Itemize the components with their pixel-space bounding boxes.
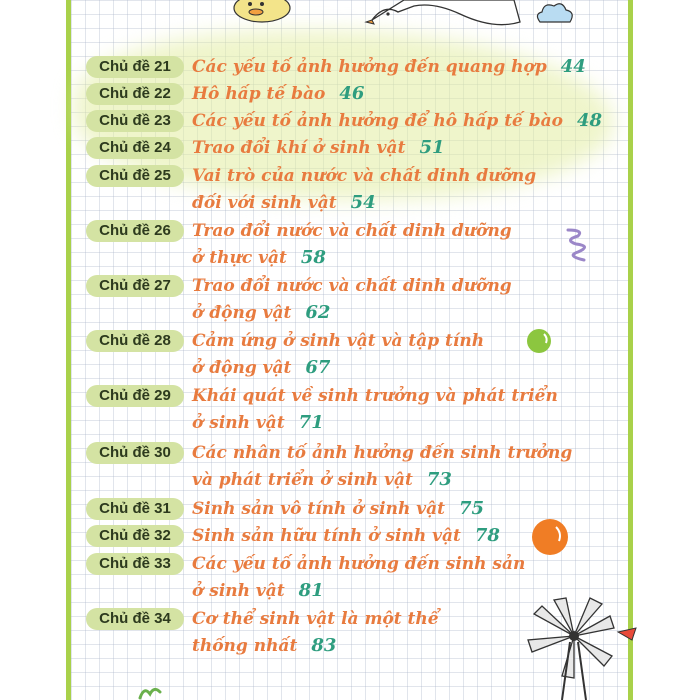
topic-title-text: Trao đổi nước và chất dinh dưỡng	[192, 276, 512, 296]
toc-entry[interactable]	[86, 163, 620, 189]
topic-title	[192, 633, 336, 659]
topic-title-text: Các nhân tố ảnh hưởng đến sinh trưởng	[192, 443, 573, 463]
topic-title	[192, 135, 445, 161]
topic-title	[192, 383, 558, 409]
topic-title	[192, 496, 484, 522]
toc-entry[interactable]	[86, 300, 620, 326]
duck-icon	[232, 0, 300, 26]
toc-entry[interactable]	[86, 81, 620, 107]
page-number: 67	[305, 357, 331, 378]
topic-title	[192, 355, 330, 381]
page-number: 48	[577, 110, 603, 131]
topic-number-chip: Chủ đề 32	[86, 525, 184, 547]
topic-title	[192, 273, 512, 299]
toc-entry[interactable]	[86, 523, 620, 549]
toc-entry[interactable]	[86, 551, 620, 577]
toc-entry[interactable]	[86, 135, 620, 161]
toc-entry[interactable]	[86, 273, 620, 299]
topic-title-text: Khái quát về sinh trưởng và phát triển	[192, 386, 558, 406]
page-number: 75	[459, 498, 485, 519]
toc-entry[interactable]	[86, 410, 620, 436]
toc-entry[interactable]	[86, 496, 620, 522]
sprout-icon	[138, 684, 162, 700]
page-number: 46	[339, 83, 365, 104]
topic-title-text: thống nhất	[192, 636, 298, 656]
topic-title	[192, 54, 586, 80]
topic-title	[192, 163, 536, 189]
toc-entry[interactable]	[86, 606, 620, 632]
toc-entry[interactable]	[86, 245, 620, 271]
page-number: 54	[350, 192, 376, 213]
topic-title	[192, 578, 324, 604]
page-number: 78	[474, 525, 500, 546]
toc-entry[interactable]	[86, 108, 620, 134]
toc-entry[interactable]	[86, 218, 620, 244]
topic-number-chip: Chủ đề 29	[86, 385, 184, 407]
topic-title-text: ở động vật	[192, 303, 292, 323]
topic-title	[192, 300, 330, 326]
toc-entry[interactable]	[86, 355, 620, 381]
topic-number-chip: Chủ đề 25	[86, 165, 184, 187]
topic-title	[192, 245, 326, 271]
topic-title-text: Trao đổi nước và chất dinh dưỡng	[192, 221, 512, 241]
topic-number-chip: Chủ đề 27	[86, 275, 184, 297]
topic-title	[192, 218, 512, 244]
page-number: 81	[298, 580, 324, 601]
topic-title	[192, 467, 452, 493]
page-number: 83	[311, 635, 337, 656]
topic-title-text: Các yếu tố ảnh hưởng đến quang hợp	[192, 57, 547, 77]
topic-title-text: đối với sinh vật	[192, 193, 337, 213]
cloud-icon	[534, 0, 576, 26]
toc-entry[interactable]	[86, 467, 620, 493]
topic-title	[192, 410, 324, 436]
topic-title	[192, 81, 364, 107]
page-number: 73	[426, 469, 452, 490]
goose-icon	[364, 0, 524, 34]
toc-entry[interactable]	[86, 633, 620, 659]
topic-title	[192, 606, 439, 632]
topic-title-text: ở sinh vật	[192, 413, 285, 433]
topic-title	[192, 523, 500, 549]
topic-title	[192, 440, 572, 466]
topic-title-text: và phát triển ở sinh vật	[192, 470, 413, 490]
topic-title-text: ở sinh vật	[192, 581, 285, 601]
topic-title	[192, 190, 376, 216]
topic-title	[192, 328, 484, 354]
topic-title-text: Các yếu tố ảnh hưởng để hô hấp tế bào	[192, 111, 564, 131]
topic-number-chip: Chủ đề 30	[86, 442, 184, 464]
topic-number-chip: Chủ đề 26	[86, 220, 184, 242]
topic-title-text: Trao đổi khí ở sinh vật	[192, 138, 406, 158]
topic-number-chip: Chủ đề 31	[86, 498, 184, 520]
topic-title-text: Cơ thể sinh vật là một thể	[192, 609, 439, 629]
topic-number-chip: Chủ đề 34	[86, 608, 184, 630]
topic-title-text: Cảm ứng ở sinh vật và tập tính	[192, 331, 485, 351]
topic-title	[192, 551, 525, 577]
page-number: 51	[419, 137, 445, 158]
topic-title-text: Sinh sản hữu tính ở sinh vật	[192, 526, 461, 546]
page-number: 58	[300, 247, 326, 268]
topic-title-text: Vai trò của nước và chất dinh dưỡng	[192, 166, 537, 186]
topic-title-text: Sinh sản vô tính ở sinh vật	[192, 499, 445, 519]
toc-entry[interactable]	[86, 190, 620, 216]
topic-number-chip: Chủ đề 22	[86, 83, 184, 105]
page-number: 62	[305, 302, 331, 323]
topic-title	[192, 108, 602, 134]
toc-entry[interactable]	[86, 383, 620, 409]
toc-entry[interactable]	[86, 578, 620, 604]
topic-number-chip: Chủ đề 33	[86, 553, 184, 575]
topic-number-chip: Chủ đề 24	[86, 137, 184, 159]
toc-entry[interactable]	[86, 54, 620, 80]
topic-title-text: Các yếu tố ảnh hưởng đến sinh sản	[192, 554, 526, 574]
topic-number-chip: Chủ đề 21	[86, 56, 184, 78]
page-number: 71	[298, 412, 324, 433]
toc-entry[interactable]	[86, 328, 620, 354]
page-number: 44	[560, 56, 586, 77]
topic-number-chip: Chủ đề 23	[86, 110, 184, 132]
toc-entry[interactable]	[86, 440, 620, 466]
topic-title-text: Hô hấp tế bào	[192, 84, 326, 104]
topic-number-chip: Chủ đề 28	[86, 330, 184, 352]
topic-title-text: ở thực vật	[192, 248, 287, 268]
topic-title-text: ở động vật	[192, 358, 292, 378]
